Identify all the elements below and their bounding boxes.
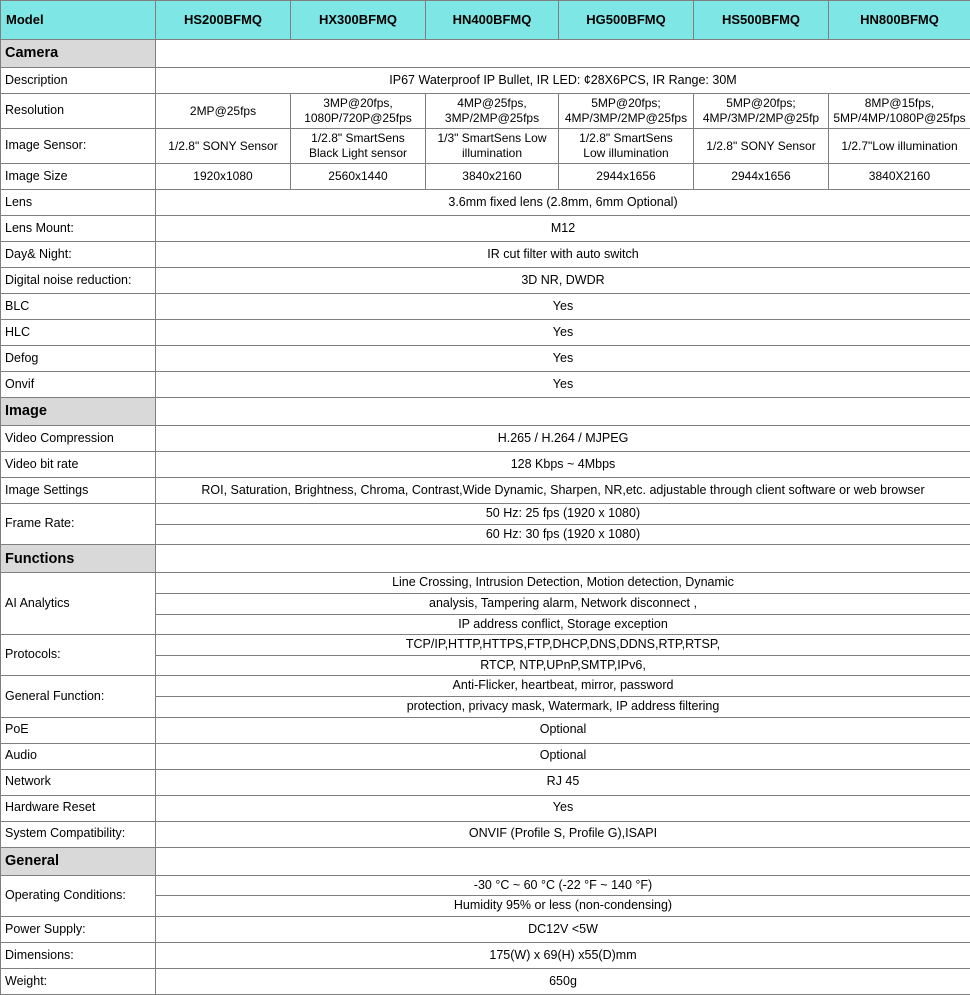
row-label: AI Analytics bbox=[1, 573, 156, 635]
row-value: ONVIF (Profile S, Profile G),ISAPI bbox=[156, 821, 970, 847]
table-row bbox=[1, 916, 970, 942]
row-label: Onvif bbox=[1, 372, 156, 398]
table-row bbox=[1, 372, 970, 398]
row-value-2: 3MP@20fps, 1080P/720P@25fps bbox=[291, 94, 426, 129]
row-label: Image Sensor: bbox=[1, 129, 156, 164]
row-value: H.265 / H.264 / MJPEG bbox=[156, 426, 970, 452]
row-value-3: 4MP@25fps, 3MP/2MP@25fps bbox=[426, 94, 559, 129]
row-value-5: 5MP@20fps; 4MP/3MP/2MP@25fp bbox=[694, 94, 829, 129]
row-value: Yes bbox=[156, 320, 970, 346]
table-row bbox=[1, 68, 970, 94]
row-value-line: -30 °C ~ 60 °C (-22 °F ~ 140 °F) bbox=[156, 875, 970, 896]
row-label: Digital noise reduction: bbox=[1, 268, 156, 294]
row-label: Network bbox=[1, 769, 156, 795]
section-row bbox=[1, 398, 970, 426]
table-row bbox=[1, 294, 970, 320]
row-value-line: 50 Hz: 25 fps (1920 x 1080) bbox=[156, 504, 970, 525]
row-value-5: 1/2.8" SONY Sensor bbox=[694, 129, 829, 164]
row-value: ROI, Saturation, Brightness, Chroma, Contrast,Wide Dynamic, Sharpen, NR,etc. adjustable through client software or web browser bbox=[156, 478, 970, 504]
header-model-2: HX300BFMQ bbox=[291, 1, 426, 40]
section-blank bbox=[156, 40, 970, 68]
row-value-1: 1/2.8" SONY Sensor bbox=[156, 129, 291, 164]
row-value: 3D NR, DWDR bbox=[156, 268, 970, 294]
row-label: PoE bbox=[1, 717, 156, 743]
row-value: M12 bbox=[156, 216, 970, 242]
row-label: Lens bbox=[1, 190, 156, 216]
section-title-functions: Functions bbox=[1, 545, 156, 573]
row-label: Image Settings bbox=[1, 478, 156, 504]
row-value: 128 Kbps ~ 4Mbps bbox=[156, 452, 970, 478]
row-label: Weight: bbox=[1, 968, 156, 994]
row-value-line: RTCP, NTP,UPnP,SMTP,IPv6, bbox=[156, 655, 970, 676]
row-label: System Compatibility: bbox=[1, 821, 156, 847]
row-value-line: 60 Hz: 30 fps (1920 x 1080) bbox=[156, 524, 970, 545]
row-value: 175(W) x 69(H) x55(D)mm bbox=[156, 942, 970, 968]
row-label: Description bbox=[1, 68, 156, 94]
table-row bbox=[1, 320, 970, 346]
table-row bbox=[1, 504, 970, 525]
section-row bbox=[1, 40, 970, 68]
row-label: Protocols: bbox=[1, 635, 156, 676]
row-value: RJ 45 bbox=[156, 769, 970, 795]
row-value-line: Humidity 95% or less (non-condensing) bbox=[156, 896, 970, 917]
table-row bbox=[1, 94, 970, 129]
section-blank bbox=[156, 398, 970, 426]
section-row bbox=[1, 545, 970, 573]
row-value-line: Line Crossing, Intrusion Detection, Motion detection, Dynamic bbox=[156, 573, 970, 594]
section-title-image: Image bbox=[1, 398, 156, 426]
table-row bbox=[1, 164, 970, 190]
header-model-5: HS500BFMQ bbox=[694, 1, 829, 40]
row-value-4: 5MP@20fps; 4MP/3MP/2MP@25fps bbox=[559, 94, 694, 129]
row-label: Image Size bbox=[1, 164, 156, 190]
row-label: Dimensions: bbox=[1, 942, 156, 968]
header-model-1: HS200BFMQ bbox=[156, 1, 291, 40]
row-label: Operating Conditions: bbox=[1, 875, 156, 916]
table-row bbox=[1, 478, 970, 504]
header-model-4: HG500BFMQ bbox=[559, 1, 694, 40]
row-value-3: 3840x2160 bbox=[426, 164, 559, 190]
table-row bbox=[1, 717, 970, 743]
header-model-3: HN400BFMQ bbox=[426, 1, 559, 40]
header-model-label: Model bbox=[1, 1, 156, 40]
row-value: IR cut filter with auto switch bbox=[156, 242, 970, 268]
section-title-general: General bbox=[1, 847, 156, 875]
row-label: Video Compression bbox=[1, 426, 156, 452]
row-label: Video bit rate bbox=[1, 452, 156, 478]
row-value-line: Anti-Flicker, heartbeat, mirror, password bbox=[156, 676, 970, 697]
row-value: Yes bbox=[156, 346, 970, 372]
table-row bbox=[1, 346, 970, 372]
row-value-5: 2944x1656 bbox=[694, 164, 829, 190]
row-value: 650g bbox=[156, 968, 970, 994]
row-value: Optional bbox=[156, 743, 970, 769]
row-value-2: 2560x1440 bbox=[291, 164, 426, 190]
table-row bbox=[1, 676, 970, 697]
row-label: BLC bbox=[1, 294, 156, 320]
table-row bbox=[1, 821, 970, 847]
table-row bbox=[1, 573, 970, 594]
row-value-2: 1/2.8" SmartSens Black Light sensor bbox=[291, 129, 426, 164]
row-label: Power Supply: bbox=[1, 916, 156, 942]
table-row bbox=[1, 426, 970, 452]
section-blank bbox=[156, 545, 970, 573]
row-label: Defog bbox=[1, 346, 156, 372]
row-value: DC12V <5W bbox=[156, 916, 970, 942]
row-value-4: 2944x1656 bbox=[559, 164, 694, 190]
row-label: Audio bbox=[1, 743, 156, 769]
row-value: Optional bbox=[156, 717, 970, 743]
row-value-line: IP address conflict, Storage exception bbox=[156, 614, 970, 635]
row-value-6: 3840X2160 bbox=[829, 164, 970, 190]
row-label: HLC bbox=[1, 320, 156, 346]
table-row bbox=[1, 968, 970, 994]
row-value: IP67 Waterproof IP Bullet, IR LED: ¢28X6PCS, IR Range: 30M bbox=[156, 68, 970, 94]
table-row bbox=[1, 875, 970, 896]
table-row bbox=[1, 268, 970, 294]
table-row bbox=[1, 942, 970, 968]
row-value-4: 1/2.8" SmartSens Low illumination bbox=[559, 129, 694, 164]
row-label: Resolution bbox=[1, 94, 156, 129]
table-row bbox=[1, 190, 970, 216]
row-value: Yes bbox=[156, 795, 970, 821]
section-title-camera: Camera bbox=[1, 40, 156, 68]
section-blank bbox=[156, 847, 970, 875]
table-row bbox=[1, 452, 970, 478]
row-label: Lens Mount: bbox=[1, 216, 156, 242]
row-value-line: TCP/IP,HTTP,HTTPS,FTP,DHCP,DNS,DDNS,RTP,RTSP, bbox=[156, 635, 970, 656]
table-row bbox=[1, 129, 970, 164]
table-header-row bbox=[1, 1, 970, 40]
table-row bbox=[1, 216, 970, 242]
row-value-6: 8MP@15fps, 5MP/4MP/1080P@25fps bbox=[829, 94, 970, 129]
row-value-3: 1/3" SmartSens Low illumination bbox=[426, 129, 559, 164]
table-row bbox=[1, 769, 970, 795]
row-label: Day& Night: bbox=[1, 242, 156, 268]
row-value-6: 1/2.7"Low illumination bbox=[829, 129, 970, 164]
row-label: General Function: bbox=[1, 676, 156, 717]
row-value: 3.6mm fixed lens (2.8mm, 6mm Optional) bbox=[156, 190, 970, 216]
row-label: Frame Rate: bbox=[1, 504, 156, 545]
row-value-1: 2MP@25fps bbox=[156, 94, 291, 129]
table-row bbox=[1, 635, 970, 656]
table-row bbox=[1, 795, 970, 821]
header-model-6: HN800BFMQ bbox=[829, 1, 970, 40]
row-value: Yes bbox=[156, 372, 970, 398]
table-row bbox=[1, 743, 970, 769]
row-label: Hardware Reset bbox=[1, 795, 156, 821]
row-value-line: analysis, Tampering alarm, Network disconnect , bbox=[156, 593, 970, 614]
section-row bbox=[1, 847, 970, 875]
row-value-1: 1920x1080 bbox=[156, 164, 291, 190]
row-value-line: protection, privacy mask, Watermark, IP address filtering bbox=[156, 697, 970, 718]
table-row bbox=[1, 242, 970, 268]
row-value: Yes bbox=[156, 294, 970, 320]
